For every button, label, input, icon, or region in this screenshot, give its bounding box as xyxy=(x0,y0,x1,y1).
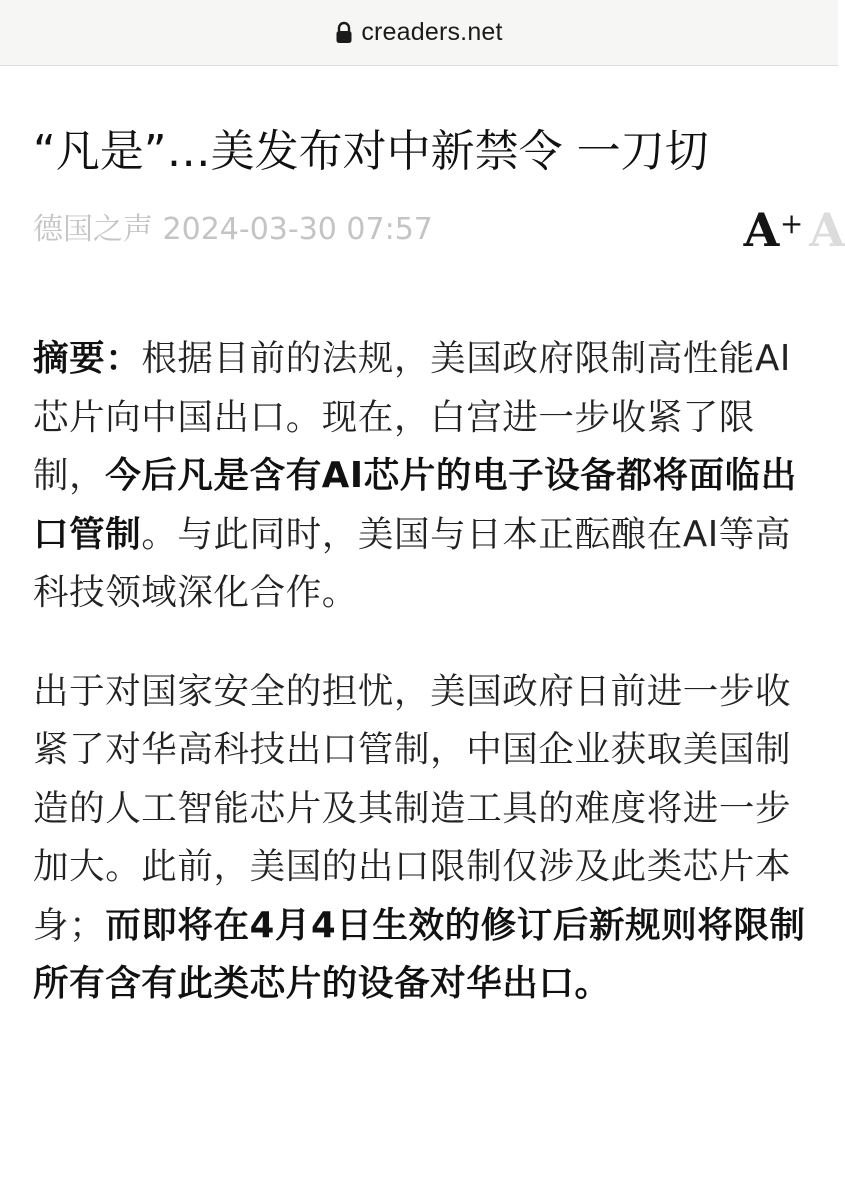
body-bold-text: 而即将在4月4日生效的修订后新规则将限制所有含有此类芯片的设备对华出口。 xyxy=(33,904,806,1004)
summary-text-1: 根据目前的法规，美国政府限制高性能AI芯片向中国出口。现在，白宫进一步收紧了限制， xyxy=(33,338,791,496)
article-meta-row xyxy=(33,203,845,257)
font-size-controls xyxy=(744,202,845,258)
font-decrease-button[interactable]: A xyxy=(809,203,845,257)
article-title: “凡是”…美发布对中新禁令 一刀切 xyxy=(33,126,709,177)
font-increase-label: A xyxy=(743,203,780,257)
article xyxy=(33,66,845,1014)
body-paragraph xyxy=(33,663,813,1014)
summary-paragraph xyxy=(33,330,813,623)
font-increase-button[interactable] xyxy=(744,202,804,258)
summary-label: 摘要： xyxy=(33,338,142,379)
body-text-1: 出于对国家安全的担忧，美国政府日前进一步收紧了对华高科技出口管制，中国企业获取美国制造的人工智能芯片及其制造工具的难度将进一步加大。此前，美国的出口限制仅涉及此类芯片本身； xyxy=(33,670,792,946)
article-source-date: 德国之声 2024-03-30 07:57 xyxy=(33,212,433,247)
url-display[interactable] xyxy=(335,18,502,47)
plus-icon: + xyxy=(779,207,804,240)
url-text: creaders.net xyxy=(361,18,503,46)
summary-bold-text: 今后凡是含有AI芯片的电子设备都将面临出口管制 xyxy=(33,455,797,555)
summary-text-2: 。与此同时，美国与日本正酝酿在AI等高科技领域深化合作。 xyxy=(33,513,791,613)
lock-icon xyxy=(335,22,353,44)
browser-url-bar[interactable] xyxy=(0,0,838,66)
